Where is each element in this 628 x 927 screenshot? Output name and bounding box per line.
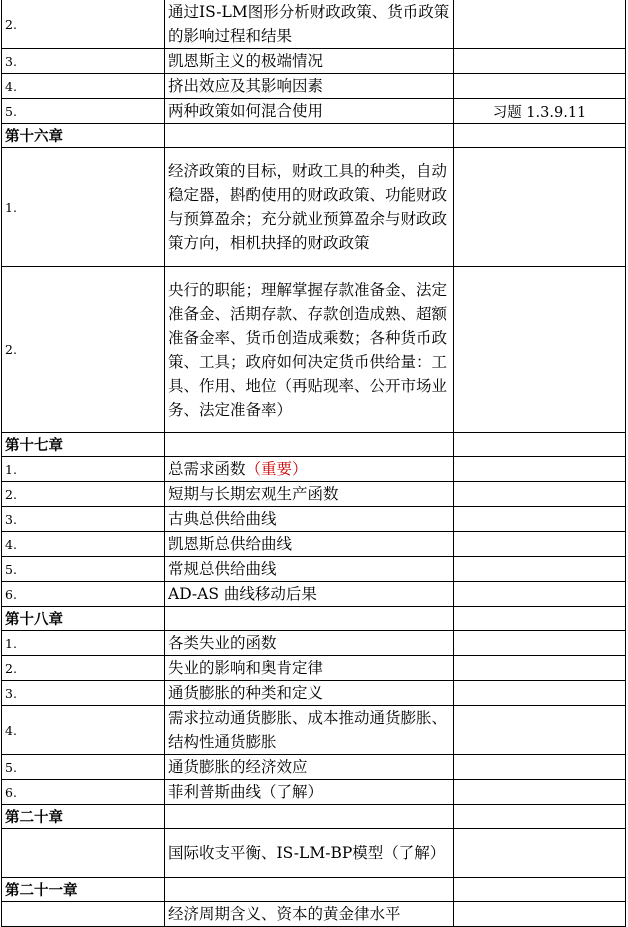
item-note: [454, 0, 626, 49]
item-topic: 通货膨胀的种类和定义: [165, 681, 454, 706]
table-row: [2, 829, 626, 878]
item-number: 1.: [2, 148, 165, 267]
item-note: [454, 124, 626, 148]
item-note: [454, 681, 626, 706]
table-row: [2, 457, 626, 482]
table-row: [2, 706, 626, 755]
item-note: [454, 829, 626, 878]
item-note: [454, 507, 626, 532]
table-row: [2, 755, 626, 780]
item-number: 1.: [2, 631, 165, 656]
table-row: [2, 0, 626, 49]
item-number: 1.: [2, 457, 165, 482]
item-number: 4.: [2, 532, 165, 557]
item-topic: [165, 805, 454, 829]
table-row: [2, 656, 626, 681]
chapter-row: [2, 805, 626, 829]
item-number: 2.: [2, 0, 165, 49]
item-topic: 央行的职能；理解掌握存款准备金、法定准备金、活期存款、存款创造成熟、超额准备金率、货币创造成乘数；各种货币政策、工具；政府如何决定货币供给量：工具、作用、地位（再贴现率、公开市场业务、法定准备率）: [165, 267, 454, 433]
item-topic: 需求拉动通货膨胀、成本推动通货膨胀、结构性通货膨胀: [165, 706, 454, 755]
item-topic: 凯恩斯主义的极端情况: [165, 49, 454, 74]
item-note: [454, 878, 626, 902]
item-note: [454, 433, 626, 457]
item-note: [454, 582, 626, 607]
item-topic: 经济政策的目标，财政工具的种类，自动稳定器，斟酌使用的财政政策、功能财政与预算盈余；充分就业预算盈余与财政政策方向，相机抉择的财政政策: [165, 148, 454, 267]
item-number: [2, 829, 165, 878]
item-topic: AD-AS 曲线移动后果: [165, 582, 454, 607]
item-topic: 两种政策如何混合使用: [165, 99, 454, 124]
item-number: 2.: [2, 656, 165, 681]
item-topic: [165, 457, 454, 482]
table-row: [2, 902, 626, 927]
item-note: [454, 532, 626, 557]
item-note: [454, 148, 626, 267]
item-note: [454, 755, 626, 780]
item-note: [454, 74, 626, 99]
item-number: 6.: [2, 582, 165, 607]
table-row: [2, 49, 626, 74]
item-note: [454, 706, 626, 755]
item-number: 5.: [2, 755, 165, 780]
item-topic: [165, 124, 454, 148]
item-note: [454, 780, 626, 805]
item-note: [454, 457, 626, 482]
table-row: [2, 267, 626, 433]
chapter-row: [2, 124, 626, 148]
item-topic: [165, 607, 454, 631]
table-row: [2, 74, 626, 99]
chapter-title: 第十八章: [2, 607, 165, 631]
chapter-row: [2, 433, 626, 457]
item-number: 4.: [2, 74, 165, 99]
item-note: [454, 267, 626, 433]
item-topic: 国际收支平衡、IS-LM-BP模型（了解）: [165, 829, 454, 878]
syllabus-table: [1, 0, 626, 927]
item-topic: 古典总供给曲线: [165, 507, 454, 532]
item-topic: [165, 878, 454, 902]
item-note: [454, 607, 626, 631]
table-row: [2, 557, 626, 582]
table-row: [2, 507, 626, 532]
table-row: [2, 99, 626, 124]
item-number: 2.: [2, 482, 165, 507]
table-row: [2, 148, 626, 267]
item-note: [454, 902, 626, 927]
table-row: [2, 482, 626, 507]
chapter-title: 第二十章: [2, 805, 165, 829]
table-row: [2, 780, 626, 805]
item-number: 6.: [2, 780, 165, 805]
chapter-title: 第十七章: [2, 433, 165, 457]
item-topic: 经济周期含义、资本的黄金律水平: [165, 902, 454, 927]
item-note: 习题 1.3.9.11: [454, 99, 626, 124]
item-note: [454, 49, 626, 74]
item-note: [454, 557, 626, 582]
syllabus-table-body: [2, 0, 626, 927]
chapter-title: 第十六章: [2, 124, 165, 148]
item-note: [454, 631, 626, 656]
item-number: 4.: [2, 706, 165, 755]
importance-tag: （重要）: [245, 460, 308, 478]
item-note: [454, 805, 626, 829]
item-topic: 常规总供给曲线: [165, 557, 454, 582]
item-topic: 各类失业的函数: [165, 631, 454, 656]
table-row: [2, 582, 626, 607]
table-row: [2, 681, 626, 706]
item-topic: 通过IS-LM图形分析财政政策、货币政策的影响过程和结果: [165, 0, 454, 49]
item-note: [454, 656, 626, 681]
item-number: 5.: [2, 99, 165, 124]
item-topic: 短期与长期宏观生产函数: [165, 482, 454, 507]
item-note: [454, 482, 626, 507]
item-topic: [165, 433, 454, 457]
item-number: [2, 902, 165, 927]
topic-text: 总需求函数: [168, 460, 246, 478]
item-topic: 失业的影响和奥肯定律: [165, 656, 454, 681]
item-number: 3.: [2, 507, 165, 532]
chapter-title: 第二十一章: [2, 878, 165, 902]
item-topic: 通货膨胀的经济效应: [165, 755, 454, 780]
item-number: 3.: [2, 49, 165, 74]
table-row: [2, 532, 626, 557]
item-topic: 菲利普斯曲线（了解）: [165, 780, 454, 805]
item-number: 5.: [2, 557, 165, 582]
item-topic: 挤出效应及其影响因素: [165, 74, 454, 99]
chapter-row: [2, 878, 626, 902]
item-number: 2.: [2, 267, 165, 433]
chapter-row: [2, 607, 626, 631]
table-row: [2, 631, 626, 656]
item-topic: 凯恩斯总供给曲线: [165, 532, 454, 557]
item-number: 3.: [2, 681, 165, 706]
